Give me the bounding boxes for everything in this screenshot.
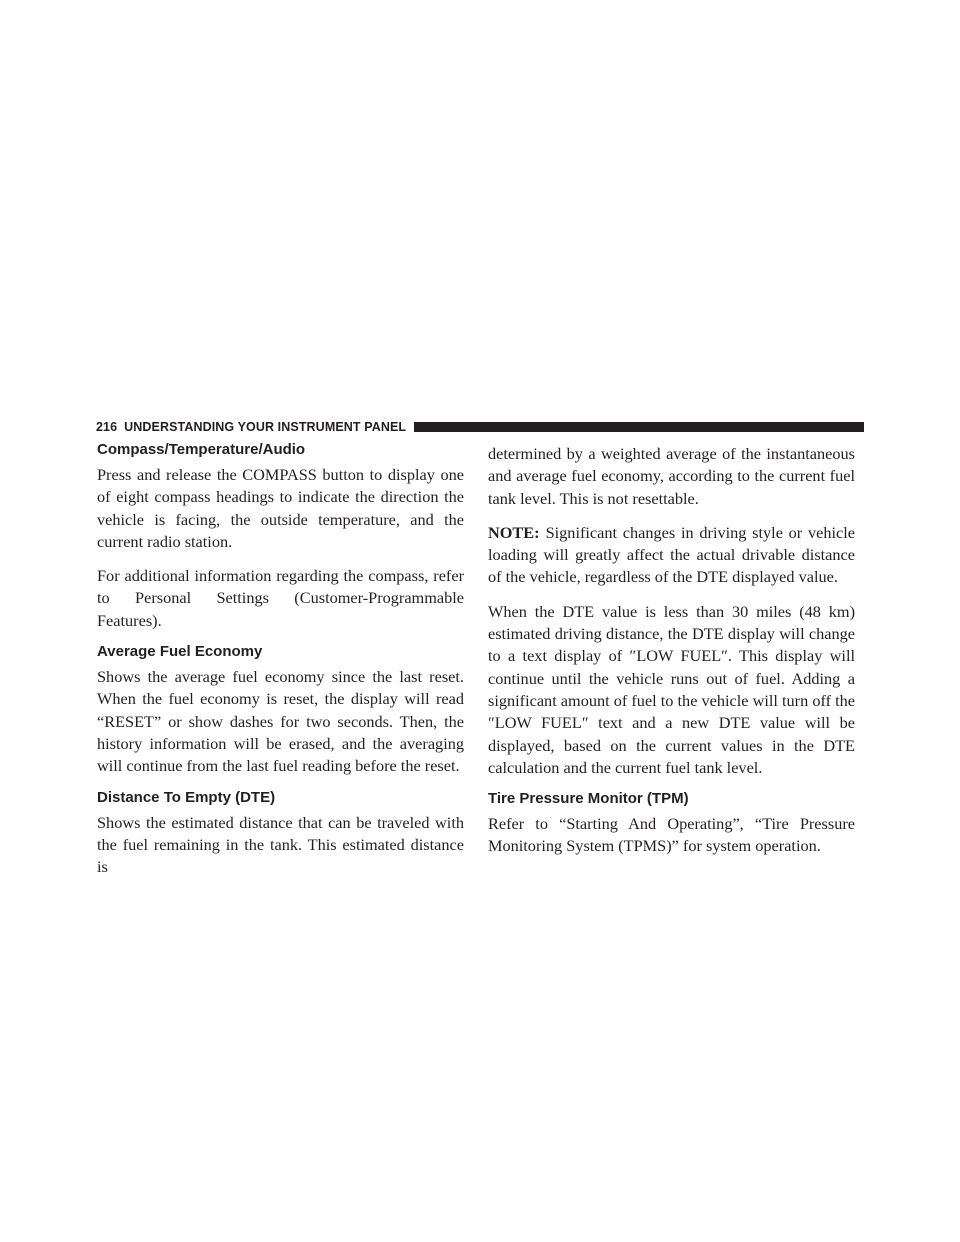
dte-continued-paragraph: determined by a weighted average of the instantaneous and average fuel economy, according to the current fuel tank level. This is not resettable. <box>488 444 855 508</box>
note-paragraph <box>488 522 855 589</box>
note-label: NOTE: <box>488 522 540 542</box>
section-title: UNDERSTANDING YOUR INSTRUMENT PANEL <box>124 420 407 434</box>
compass-paragraph-2: For additional information regarding the compass, refer to Personal Settings (Customer-Programmable Features). <box>97 566 464 630</box>
running-header <box>96 419 864 435</box>
fuel-economy-heading: Average Fuel Economy <box>97 643 263 661</box>
page-number: 216 <box>96 420 118 434</box>
note-text: Significant changes in driving style or vehicle loading will greatly affect the actual drivable distance of the vehicle, regardless of the DTE displayed value. <box>488 522 855 587</box>
tpm-heading: Tire Pressure Monitor (TPM) <box>488 790 689 808</box>
compass-heading: Compass/Temperature/Audio <box>97 441 306 458</box>
dte-paragraph: Shows the estimated distance that can be traveled with the fuel remaining in the tank. This estimated distance is <box>97 812 464 877</box>
low-fuel-paragraph: When the DTE value is less than 30 miles (48 km) estimated driving distance, the DTE display will change to a text display of ″LOW FUEL″. This display will continue until the vehicle runs out of fuel. Adding a significant amount of fuel to the vehicle will turn off the ″LOW FUEL″ text and a new DTE value will be displayed, based on the current values in the DTE calculation and the current fuel tank level. <box>488 601 855 777</box>
compass-paragraph-1: Press and release the COMPASS button to display one of eight compass headings to indicate the direction the vehicle is facing, the outside temperature, and the current radio station. <box>97 465 464 551</box>
tpm-paragraph: Refer to “Starting And Operating”, “Tire Pressure Monitoring System (TPMS)” for system operation. <box>488 814 855 856</box>
dte-heading: Distance To Empty (DTE) <box>97 788 276 806</box>
fuel-economy-paragraph: Shows the average fuel economy since the last reset. When the fuel economy is reset, the display will read “RESET” or show dashes for two seconds. Then, the history information will be erased, and the averaging will continue from the last fuel reading before the reset. <box>97 667 464 776</box>
header-rule <box>414 422 864 432</box>
left-column <box>97 440 464 890</box>
right-column <box>488 443 855 870</box>
